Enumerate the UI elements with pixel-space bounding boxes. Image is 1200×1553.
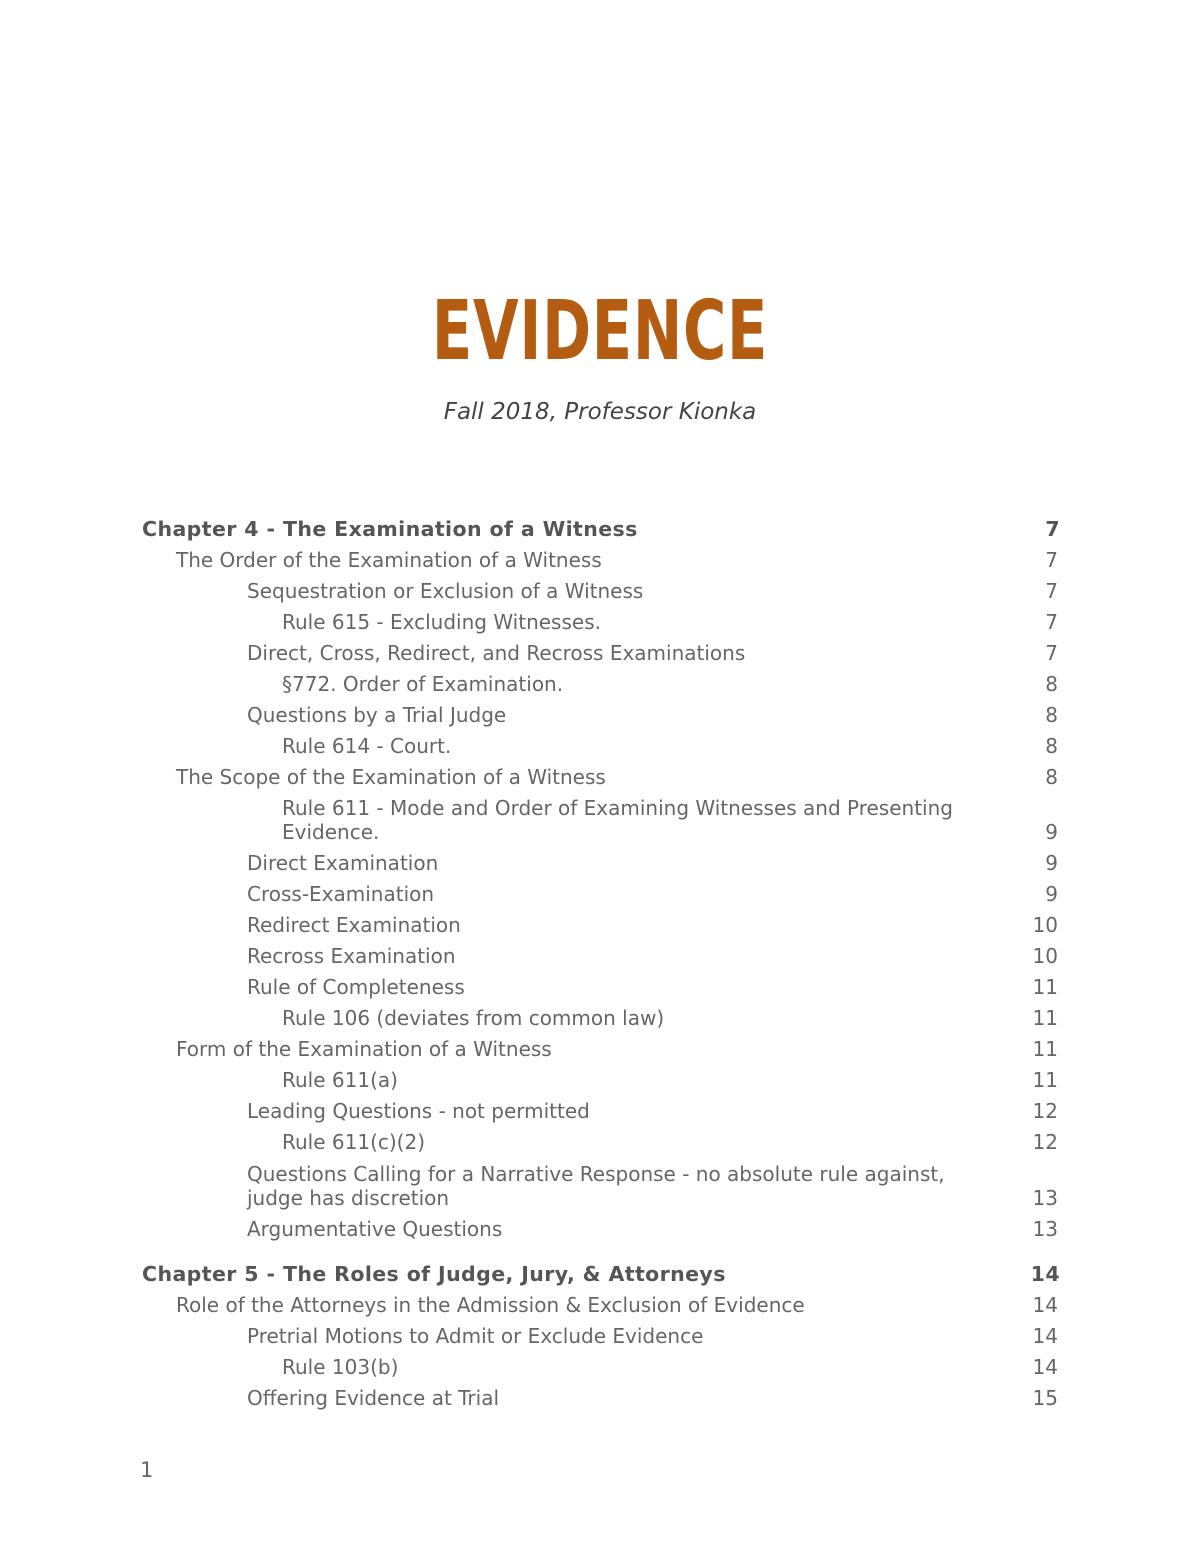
toc-label: Rule 614 - Court.: [282, 734, 452, 758]
toc-page-number: 11: [1032, 1037, 1058, 1061]
toc-label: Direct, Cross, Redirect, and Recross Examinations: [247, 641, 746, 665]
toc-page-number: 13: [1032, 1217, 1058, 1241]
document-subtitle: Fall 2018, Professor Kionka: [443, 399, 757, 425]
toc-label: Cross-Examination: [247, 882, 435, 906]
toc-page-number: 9: [1045, 820, 1058, 844]
toc-page-number: 7: [1045, 517, 1060, 541]
toc-label: The Scope of the Examination of a Witness: [176, 765, 606, 789]
toc-page-number: 8: [1045, 734, 1058, 758]
toc-page-number: 11: [1032, 975, 1058, 999]
toc-label: Rule of Completeness: [247, 975, 465, 999]
toc-page-number: 7: [1045, 579, 1058, 603]
toc-label: Pretrial Motions to Admit or Exclude Evidence: [247, 1324, 704, 1348]
toc-label: Rule 615 - Excluding Witnesses.: [282, 610, 601, 634]
toc-label: Rule 611 - Mode and Order of Examining Witnesses and Presenting Evidence.: [282, 796, 953, 844]
toc-page-number: 14: [1032, 1324, 1058, 1348]
toc-page-number: 7: [1045, 610, 1058, 634]
toc-page-number: 12: [1032, 1130, 1058, 1154]
toc-label: Rule 611(c)(2): [282, 1130, 425, 1154]
toc-label: Direct Examination: [247, 851, 439, 875]
toc-page-number: 7: [1045, 548, 1058, 572]
toc-page-number: 7: [1045, 641, 1058, 665]
document-title: EVIDENCE: [431, 284, 769, 379]
toc-label: The Order of the Examination of a Witness: [176, 548, 602, 572]
toc-label: Argumentative Questions: [247, 1217, 503, 1241]
toc-label: §772. Order of Examination.: [282, 672, 564, 696]
toc-label: Rule 611(a): [282, 1068, 398, 1092]
toc-label: Chapter 4 - The Examination of a Witness: [142, 517, 638, 541]
toc-label: Redirect Examination: [247, 913, 461, 937]
toc-page-number: 15: [1032, 1386, 1058, 1410]
toc-page-number: 13: [1032, 1186, 1058, 1210]
toc-page-number: 12: [1032, 1099, 1058, 1123]
toc-page-number: 8: [1045, 765, 1058, 789]
toc-label: Recross Examination: [247, 944, 456, 968]
toc-label: Questions by a Trial Judge: [247, 703, 507, 727]
toc-label: Offering Evidence at Trial: [247, 1386, 500, 1410]
toc-page-number: 9: [1045, 882, 1058, 906]
toc-label: Rule 103(b): [282, 1355, 399, 1379]
toc-page-number: 14: [1032, 1293, 1058, 1317]
toc-page-number: 11: [1032, 1006, 1058, 1030]
toc-page-number: 10: [1032, 944, 1058, 968]
toc-page-number: 8: [1045, 703, 1058, 727]
toc-page-number: 9: [1045, 851, 1058, 875]
toc-page-number: 10: [1032, 913, 1058, 937]
toc-label: Form of the Examination of a Witness: [176, 1037, 552, 1061]
toc-page-number: 14: [1032, 1355, 1058, 1379]
toc-label: Role of the Attorneys in the Admission & Exclusion of Evidence: [176, 1293, 805, 1317]
toc-label: Rule 106 (deviates from common law): [282, 1006, 665, 1030]
toc-label: Leading Questions - not permitted: [247, 1099, 590, 1123]
toc-label: Sequestration or Exclusion of a Witness: [247, 579, 644, 603]
toc-page-number: 8: [1045, 672, 1058, 696]
toc-label: Chapter 5 - The Roles of Judge, Jury, & Attorneys: [142, 1262, 726, 1286]
page-number: 1: [140, 1458, 154, 1482]
toc-page-number: 14: [1030, 1262, 1060, 1286]
toc-page-number: 11: [1032, 1068, 1058, 1092]
toc-label: Questions Calling for a Narrative Response - no absolute rule against, judge has discretion: [247, 1162, 945, 1210]
